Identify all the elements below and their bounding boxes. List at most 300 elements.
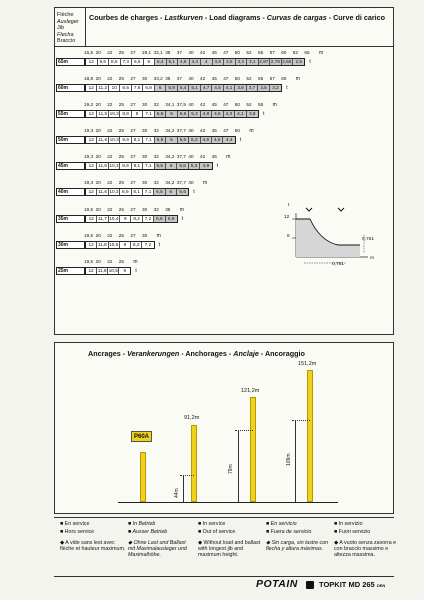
jib-length-35m: 35m [56,215,85,223]
reach-value: 30 [142,102,148,107]
load-cell: 5,6 [177,163,188,169]
reach-value: 42 [200,128,206,133]
reach-value: 19,3 [84,128,94,133]
reach-value: 25 [118,233,125,238]
service-icon: ■ [266,529,271,535]
load-cell: 4,6 [212,137,223,143]
reach-value: 32 [153,154,159,159]
jib-length-60m: 60m [56,84,85,92]
load-cell: 3,8 [247,111,258,117]
load-cell: 8,1 [132,137,143,143]
load-cell: 12 [86,59,98,65]
load-cell: 8,1 [132,189,143,195]
rule-icon: ◆ [266,540,272,546]
reach-value: 42 [200,154,206,159]
model-name: TOPKIT MD 265 DEN [319,580,386,589]
reach-value: 20 [95,233,101,238]
reach-value: 27 [130,50,136,55]
reach-value: 40 [188,154,194,159]
reach-value: 20 [95,102,101,107]
reach-value: 16,5 [84,50,94,55]
reach-value: 37,7 [176,154,186,159]
reach-value: 45 [211,154,217,159]
service-icon: ■ [60,521,65,527]
load-cell: 5,6 [178,111,189,117]
load-cell: 7,8 [132,85,143,91]
legend-a-0: ■ En service [60,521,90,527]
ground-line [118,502,338,503]
potain-logo-icon [306,581,314,589]
service-icon: ■ [128,521,133,527]
header-jib-divider [85,7,86,46]
load-cell: 12 [86,163,97,169]
reach-value: 25 [118,180,125,185]
reach-unit: m [179,207,184,213]
jib-label-it: Braccio [57,38,76,44]
reach-value: 25 [118,154,125,159]
load-cell: 7,1 [143,189,154,195]
height-label-109m: 109m [286,453,292,466]
reach-value: 20 [95,128,101,133]
service-icon: ■ [198,529,203,535]
reach-value: 55 [258,102,264,107]
rule-icon: ◆ [60,540,66,546]
load-cell: 11,7 [98,216,107,221]
load-cell: 3,5 [224,59,236,65]
reach-value: 29,1 [142,50,152,55]
load-cell: 4,1 [235,111,246,117]
reach-value: 45 [211,76,217,81]
load-cell: 5,1 [189,85,200,91]
height-label-151m: 151,2m [298,361,317,367]
load-cell: 10,5 [108,268,118,273]
tower-121m [250,397,256,502]
reach-value: 55 [258,76,264,81]
legend-c-3: ◆ Sin carga, sin lastre con flecha y altura máximas. [266,540,329,552]
load-cell: 11,8 [97,268,107,273]
load-row-40m [85,188,189,196]
load-cell: 5,3 [189,111,200,117]
legend-c-4: ◆ A vuoto senza zavorra e con braccio massimo e altezza massima. [334,540,397,558]
load-cell: 3,2 [270,85,281,91]
height-label-91m: 91,2m [184,415,200,421]
load-diagram-panel [54,7,394,335]
inset-unit-t: t [288,203,290,208]
reach-value: 22 [107,50,113,55]
load-cell: 6,5 [155,111,166,117]
load-cell: 5,9 [166,216,177,222]
load-cell: 4,6 [212,111,223,117]
load-cell: 11,5 [98,111,108,116]
load-cell: 6,5 [154,189,165,195]
load-unit: t [263,111,265,117]
load-cell: 7,2 [144,242,152,247]
legend-c-2: ◆ Without load and ballast with longest jib and maximum height. [198,540,261,558]
reach-value: 34,2 [165,180,175,185]
load-cell: 5,1 [167,59,179,65]
reach-value: 45 [211,50,217,55]
reach-value: 20 [95,180,101,185]
reach-value: 35 [165,50,171,55]
reach-value: 35 [165,76,171,81]
load-cell: 6 [144,59,156,65]
height-label-121m: 121,2m [241,388,260,394]
reach-value: 25 [118,128,125,133]
load-cell: 9 [123,268,127,273]
reach-value: 27 [130,233,136,238]
reach-value: 30 [142,76,148,81]
reach-value: 32 [153,102,159,107]
load-row-35m [85,215,178,223]
reach-value: 18,8 [84,76,94,81]
jib-label-de: Ausleger [57,18,79,25]
reach-value: 37 [176,76,183,81]
legend-b-1: ■ Ausser Betrieb [128,529,168,535]
reach-value: 52 [246,102,252,107]
load-unit: t [239,137,242,143]
reach-unit: m [319,50,324,56]
reach-value: 27 [130,102,136,107]
reach-value: 19,2 [84,102,94,107]
reach-value: 34,2 [165,154,175,159]
reach-value: 32 [153,128,159,133]
reach-value: 40 [188,76,194,81]
legend-b-2: ■ Out of service [198,529,236,535]
reach-value: 22 [107,259,113,264]
dim-line-109m [295,420,296,502]
load-cell: 5,6 [177,189,188,195]
legend-a-1: ■ In Betrieb [128,521,156,527]
reach-value: 22 [107,233,113,238]
load-cell: 9 [120,242,131,248]
reach-value: 42 [200,50,206,55]
reach-value: 57 [269,76,275,81]
jib-length-40m: 40m [56,188,85,196]
service-icon: ■ [128,529,133,535]
reach-value: 45 [211,128,217,133]
load-cell: 3,7 [247,85,258,91]
load-cell: 3,1 [247,59,259,65]
reach-value: 19,3 [84,154,94,159]
reach-value: 45 [211,102,217,107]
legend-b-3: ■ Fuera de servicio [266,529,312,535]
jib-length-55m: 55m [56,110,85,118]
inset-y-top: 12 [284,215,290,220]
reach-value: 22 [107,76,113,81]
reach-value: 32 [153,180,159,185]
load-cell: 8,8 [120,111,131,117]
rule-icon: ◆ [334,540,340,546]
load-row-45m [85,162,213,170]
reach-unit: m [156,233,161,239]
load-cell: 6,6 [154,216,165,222]
reach-value: 25 [118,207,125,212]
load-cell: 5,9 [166,85,177,91]
load-cell: 4,9 [200,163,211,169]
load-cell: 3,8 [235,85,246,91]
anchorage-panel [54,342,394,514]
load-cell: 2,78 [270,59,280,64]
load-cell: 6,6 [132,59,144,65]
load-cell: 12 [86,111,97,117]
inset-unit-m: m [370,256,374,261]
reach-value: 22 [107,180,113,185]
jib-label-fr: Flèche [57,12,74,18]
reach-value: 35 [165,207,171,212]
load-cell: 8,2 [131,242,142,248]
load-cell: 10 [109,85,120,91]
reach-value: 50 [234,128,241,133]
load-cell: 4,4 [190,59,202,65]
load-cell: 8 [132,111,143,117]
height-label-44m: 44m [174,488,180,498]
tower-151m [307,370,313,502]
load-cell: 9,6 [98,59,110,65]
load-unit: t [135,268,137,274]
load-cell: 7,2 [143,216,154,222]
legend-b-4: ■ Fuori servizio [334,529,371,535]
dim-line-44m [183,475,184,502]
legend-c-1: ◆ Ohne Last und Ballast mit Maximalausleger und Maximalhöhe. [128,540,187,558]
service-icon: ■ [60,529,65,535]
tower-44m [140,452,146,502]
reach-value: 52 [246,76,252,81]
reach-value: 27 [130,207,136,212]
inset-x-right: 0,761 [362,237,375,242]
load-row-65m [85,58,305,66]
rule-icon: ◆ [198,540,204,546]
load-cell: 5,3 [189,163,200,169]
load-cell: 4 [201,59,213,65]
reach-unit: m [272,102,277,108]
reach-value: 62 [292,50,299,55]
reach-value: 50 [234,102,241,107]
load-cell: 6 [166,111,177,117]
reach-unit: m [249,128,254,134]
load-cell: 6,8 [143,85,154,91]
load-row-60m [85,84,282,92]
load-cell: 4,4 [223,137,234,143]
header-divider [54,46,394,47]
load-cell: 2,65 [282,59,292,64]
load-cell: 10,3 [109,137,119,142]
load-diagram-title: Courbes de charges - Lastkurven - Load diagrams - Curvas de cargas - Curve di carico [89,13,386,22]
anchorage-title: Ancrages - Verankerungen - Anchorages - Anclaje - Ancoraggio [88,349,305,358]
inset-y-mid: 6 [287,234,290,239]
reach-value: 30 [142,180,148,185]
reach-value: 20 [95,50,101,55]
load-cell: 8,9 [120,189,131,195]
load-unit: t [158,242,160,248]
reach-value: 19,6 [84,259,94,264]
load-unit: t [309,59,311,65]
reach-value: 47 [223,128,229,133]
legend-a-2: ■ In service [198,521,226,527]
reach-unit: m [295,76,300,82]
reach-value: 27 [130,180,136,185]
load-row-50m [85,136,236,144]
reach-value: 32 [153,207,159,212]
reach-value: 33,2 [153,76,163,81]
load-cell: 10,3 [109,163,119,168]
load-cell: 4,6 [178,59,190,65]
reach-value: 47 [223,76,229,81]
legend-b-0: ■ Hors service [60,529,95,535]
reach-value: 27 [130,76,136,81]
load-unit: t [193,189,195,195]
load-cell: 8,9 [120,137,131,143]
load-cell: 4,7 [201,85,212,91]
load-row-30m [85,241,155,249]
reach-value: 22 [107,128,113,133]
load-row-55m [85,110,259,118]
reach-value: 27 [130,128,136,133]
load-cell: 2,97 [259,59,269,64]
reach-unit: m [226,154,231,160]
reach-value: 25 [118,50,125,55]
load-cell: 6,5 [155,137,166,143]
legend-c-0: ◆ A vide sans lest avec flèche et hauteur maximum. [60,540,126,552]
load-cell: 3,5 [258,85,269,91]
load-cell: 8,9 [120,163,131,169]
service-icon: ■ [334,521,339,527]
reach-value: 40 [188,128,194,133]
reach-value: 50 [234,50,241,55]
reach-value: 57 [269,50,275,55]
reach-value: 19,3 [84,180,94,185]
load-cell: 11,6 [98,137,108,142]
load-cell: 5,3 [189,137,200,143]
load-cell: 5,4 [155,59,167,65]
reach-value: 22 [107,207,113,212]
legend-a-4: ■ In servizio [334,521,363,527]
load-cell: 7,1 [143,137,154,143]
service-icon: ■ [334,529,339,535]
load-cell: 2,5 [293,59,304,65]
reach-value: 25 [118,76,125,81]
load-cell: 3,3 [236,59,248,65]
load-cell: 10,3 [109,111,119,116]
load-cell: 12 [86,268,97,274]
reach-value: 22 [107,154,113,159]
reach-value: 55 [258,50,264,55]
reach-value: 47 [223,102,229,107]
p60a-badge: P60A [131,431,152,442]
load-cell: 7,1 [143,163,154,169]
reach-value: 47 [223,50,229,55]
load-unit: t [181,216,184,222]
load-cell: 7,3 [121,59,133,65]
reach-value: 30 [142,207,148,212]
potain-logo: POTAIN [256,578,298,590]
load-cell: 5,4 [178,85,189,91]
legend-a-3: ■ En servicio [266,521,297,527]
jib-label-es: Flecha [57,31,74,38]
jib-length-30m: 30m [56,241,85,249]
load-cell: 10,5 [109,242,119,247]
jib-length-65m: 65m [56,58,85,66]
load-row-25m [85,267,131,275]
load-cell: 11,6 [98,189,107,194]
height-label-79m: 79m [228,464,234,474]
rule-icon: ◆ [128,540,134,546]
reach-value: 30 [142,128,148,133]
load-cell: 4,1 [224,85,235,91]
reach-value: 40 [188,180,194,185]
legend-divider [54,517,394,518]
reach-value: 20 [95,207,101,212]
jib-label-column [57,12,79,45]
reach-value: 52 [246,50,252,55]
reach-value: 32,1 [153,50,163,55]
load-cell: 6,5 [155,163,166,169]
load-cell: 5,6 [178,137,189,143]
load-cell: 8,1 [132,163,143,169]
load-cell: 4,8 [201,111,212,117]
reach-unit: m [203,180,208,186]
inset-x-left: 0,761 [332,262,345,267]
reach-value: 20 [95,76,101,81]
reach-value: 42 [200,102,206,107]
tower-91m [191,425,197,502]
load-cell: 3,8 [213,59,225,65]
reach-value: 20 [95,154,101,159]
jib-length-50m: 50m [56,136,85,144]
reach-value: 34,1 [165,102,175,107]
footer-bar [54,576,394,577]
load-cell: 4,3 [224,111,235,117]
reach-value: 60 [281,76,287,81]
reach-value: 40 [188,50,194,55]
reach-value: 37,7 [176,180,186,185]
load-unit: t [216,163,218,169]
reach-value: 37 [176,50,183,55]
jib-label-en: Jib [57,25,65,31]
reach-unit: m [133,259,138,265]
reach-value: 25 [118,102,125,107]
load-cell: 12 [86,242,97,248]
load-cell: 4,5 [212,85,223,91]
reach-value: 19,5 [84,207,94,212]
load-unit: t [286,85,288,91]
reach-value: 37,5 [176,102,186,107]
reach-value: 42 [200,76,206,81]
reach-value: 25 [118,259,125,264]
jib-length-25m: 25m [56,267,85,275]
load-cell: 10,3 [109,189,119,194]
reach-value: 50 [234,76,241,81]
load-cell: 12 [86,216,97,222]
load-cell: 12 [86,137,97,143]
load-cell: 4,9 [201,137,212,143]
reach-value: 34,2 [165,128,175,133]
load-cell: 6 [166,137,177,143]
load-cell: 8,6 [120,85,131,91]
load-cell: 8,5 [109,59,121,65]
load-cell: 10,4 [109,216,119,221]
dim-line-79m [238,430,239,502]
load-cell: 12 [86,85,97,91]
service-icon: ■ [266,521,271,527]
service-icon: ■ [198,521,203,527]
reach-value: 37,7 [176,128,186,133]
jib-length-45m: 45m [56,162,85,170]
load-cell: 11,6 [98,163,108,168]
reach-value: 40 [188,102,194,107]
load-cell: 6 [166,189,177,195]
load-cell: 12 [86,189,97,195]
load-cell: 7,1 [143,111,154,117]
